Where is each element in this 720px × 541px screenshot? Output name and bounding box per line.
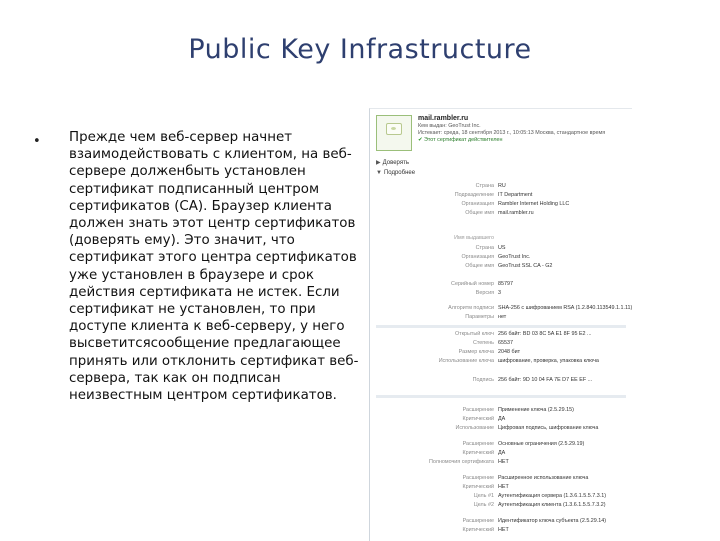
slide-title: Public Key Infrastructure: [188, 34, 532, 65]
disclosure-down-icon: ▼: [376, 170, 382, 176]
slide-body-text: [69, 129, 359, 404]
details-toggle[interactable]: ▼ Подробнее: [376, 170, 416, 176]
section-divider: [376, 325, 626, 328]
cert-name: mail.rambler.ru: [418, 115, 469, 122]
cert-expires: Истекает: среда, 18 сентября 2013 г., 10:05:13 Москва, стандартное время: [418, 130, 606, 136]
cert-issuer: Кем выдан: GeoTrust Inc.: [418, 123, 481, 129]
section-divider: [376, 395, 626, 398]
certificate-viewer-screenshot: mail.rambler.ru Кем выдан: GeoTrust Inc. Истекает: среда, 18 сентября 2013 г., 10:05:13 Москва, стандартное время ✔ Этот сертификат действителен ▶ Доверять ▼ Подробнее Страна RU Подразделение IT Department Организация Rambler Internet Holding LLC Общее имя mail.rambler.ru Имя выдавшего Страна US Организация GeoTrust Inc. Общее имя GeoTrust SSL CA - G2 Серийный номер 85797 Версия 3 Алгоритм подписи SHA-256 с шифрованием RSA (1.2.840.113549.1.1.11) Параметры нет Открытый ключ 256 байт: BD 03 8C 5A E1 8F 95 E2 ... Степень 65537 Размер ключа 2048 бит Использование ключа шифрование, проверка, упаковка ключа Подпись 256 байт: 9D 10 04 FA 7E D7 EE EF ... Расширение Применение ключа (2.5.29.15) Критический ДА Использование Цифровая подпись, шифрование ключа Расширение Основные ограничения (2.5.29.19) Критический ДА Полномочия сертификата НЕТ Расширение Расширенное использование ключа Критический НЕТ Цель #1 Аутентификация сервера (1.3.6.1.5.5.7.3.1) Цель #2 Аутентификация клиента (1.3.6.1.5.5.7.3.2) Расширение Идентификатор ключа субъекта (2.5.29.14) Критический НЕТ: [369, 108, 632, 541]
disclosure-right-icon: ▶: [376, 160, 381, 166]
certificate-icon: [376, 115, 412, 151]
certificate-header: [376, 115, 628, 153]
body-paragraph: Прежде чем веб-сервер начнет взаимодействовать с клиентом, на веб-сервере долженбыть установлен сертификат подписанный центром сертификатов (CA). Браузер клиента должен знать этот центр сертификатов (доверять ему). Это значит, что сертификат этого центра сертификатов уже установлен в браузере и срок действия сертификата не истек. Если сертификат не установлен, то при доступе клиента к веб-серверу, у него высветитсясообщение предлагающее принять или отклонить сертификат веб-сервера, так как он подписан неизвестным центром сертификатов.: [69, 130, 359, 404]
bullet-marker: •: [33, 134, 41, 149]
trust-toggle[interactable]: ▶ Доверять: [376, 160, 409, 166]
cert-status: ✔ Этот сертификат действителен: [418, 137, 626, 143]
